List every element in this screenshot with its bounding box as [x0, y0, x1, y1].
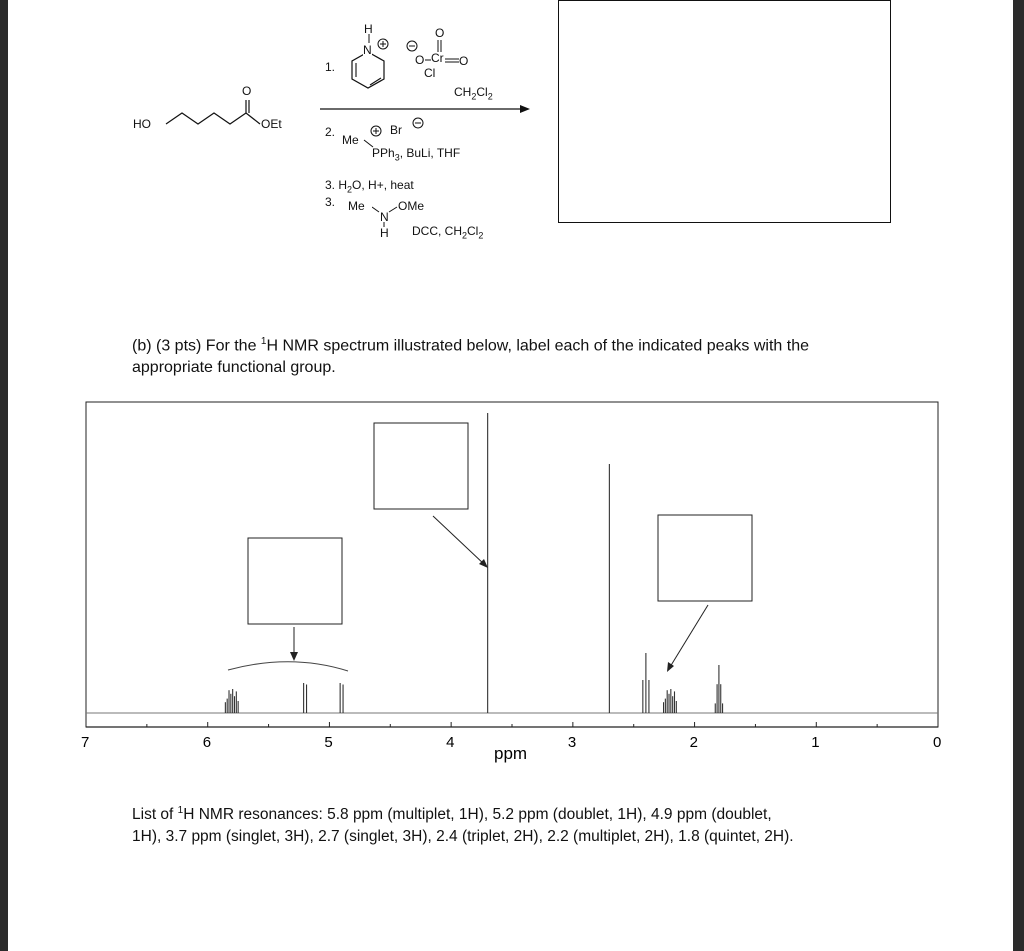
- minus-charge-icon: [406, 40, 418, 52]
- chromate-cr: Cr: [431, 51, 444, 65]
- worksheet-page: [8, 0, 1013, 951]
- product-answer-box[interactable]: [558, 0, 891, 223]
- step3b-n: N: [380, 210, 389, 224]
- question-text: (b) (3 pts) For the $^1$H NMR spectrum illustrated below, label each of the indicated peaks with the appropriate functional group.: [132, 336, 809, 377]
- pyridinium-n: N: [363, 43, 372, 57]
- pyridinium-h: H: [364, 22, 373, 36]
- step3b-ome: OMe: [398, 199, 425, 213]
- resonance-list: List of $^1$H NMR resonances: 5.8 ppm (multiplet, 1H), 5.2 ppm (doublet, 1H), 4.9 ppm (doublet, 1H), 3.7 ppm (singlet, 3H), 2.7 (singlet, 3H), 2.4 (triplet, 2H), 2.2 (multiplet, 2H), 1.8 (quintet, 2H).: [132, 805, 794, 846]
- x-tick-label: 4: [446, 734, 455, 751]
- peak-answer-box-ketone-alpha[interactable]: [658, 515, 752, 601]
- minus-charge-icon: [412, 117, 424, 129]
- nmr-spectrum-chart: [8, 395, 1013, 775]
- arrow-icon: [290, 652, 298, 661]
- step2-me: Me: [342, 133, 359, 147]
- plus-charge-icon: [377, 38, 389, 50]
- step3b-me: Me: [348, 199, 365, 213]
- chromate-o-left: O: [415, 53, 425, 67]
- step3b-conditions: DCC, $CH_2Cl_2$: [412, 224, 484, 241]
- chromate-o-right: O: [459, 54, 469, 68]
- step1-solvent: $CH_2Cl_2$: [454, 85, 493, 102]
- x-axis-label: ppm: [494, 744, 528, 763]
- start-carbonyl-o: O: [242, 84, 252, 98]
- step1-number: 1.: [325, 60, 336, 74]
- reaction-arrow: [320, 103, 530, 115]
- step2-bromide: Br: [390, 123, 402, 137]
- peak-answer-box-vinyl[interactable]: [248, 538, 342, 624]
- step3b-h: H: [380, 226, 389, 240]
- x-tick-label: 0: [933, 734, 942, 751]
- start-ho-label: HO: [133, 117, 151, 131]
- starting-material-structure: [148, 80, 308, 140]
- x-tick-label: 6: [202, 734, 212, 751]
- x-tick-label: 1: [811, 734, 820, 751]
- step3-hydrolysis: 3. $H_2O$, H+, heat: [325, 178, 414, 195]
- x-tick-label: 3: [567, 734, 577, 751]
- plot-frame: [86, 402, 938, 727]
- x-tick-label: 2: [689, 734, 698, 751]
- x-tick-label: 5: [324, 734, 333, 751]
- step3b-number: 3.: [325, 195, 336, 209]
- chromate-o-top: O: [435, 26, 445, 40]
- peak-answer-box-methoxy[interactable]: [374, 423, 468, 509]
- chromate-cl: Cl: [424, 66, 436, 80]
- step2-phosphonium: PPh$_3$, BuLi, THF: [372, 146, 461, 163]
- arrow-icon: [667, 662, 674, 672]
- x-tick-label: 7: [81, 734, 90, 751]
- start-oet-label: OEt: [261, 117, 282, 131]
- step2-number: 2.: [325, 125, 336, 139]
- vinyl-bracket: [228, 662, 348, 671]
- plus-charge-icon: [370, 125, 382, 137]
